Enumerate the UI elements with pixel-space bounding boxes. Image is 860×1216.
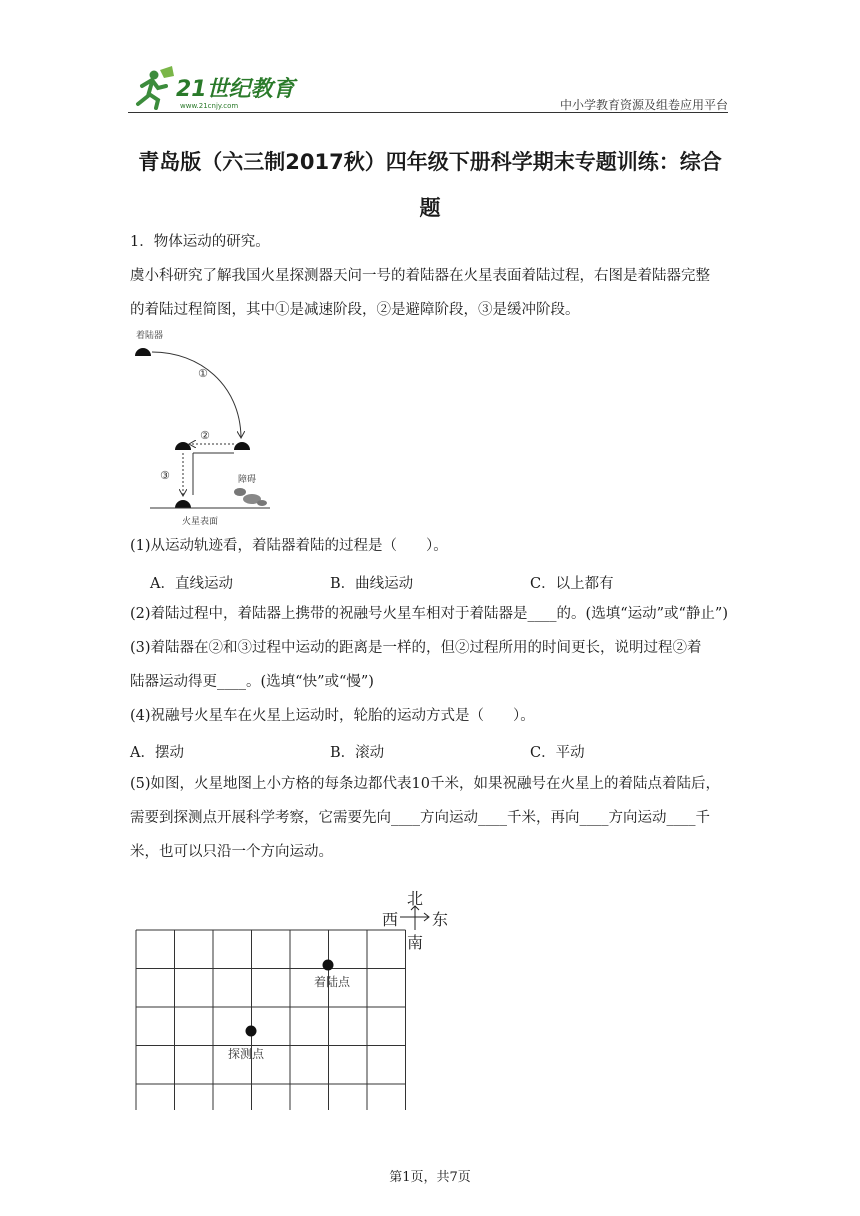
probe-point: [246, 1026, 257, 1037]
stage1-label: ①: [198, 367, 208, 380]
landing-point: [323, 960, 334, 971]
platform-name: 中小学教育资源及组卷应用平台: [559, 98, 728, 112]
stage2-label: ②: [200, 429, 210, 442]
logo-text: 21世纪教育: [176, 77, 295, 102]
compass-east: 东: [432, 910, 449, 929]
stage1-trajectory: [152, 352, 241, 437]
question-heading: 1．物体运动的研究。: [130, 234, 270, 250]
mars-surface-label: 火星表面: [182, 517, 219, 527]
sub1-option-b[interactable]: B．曲线运动: [330, 576, 414, 592]
sub5-question-line2: 需要到探测点开展科学考察，它需要先向____方向运动____千米，再向____方向运动____千: [130, 810, 710, 826]
probe-point-label: 探测点: [228, 1047, 265, 1061]
sub2-question: (2)着陆过程中，着陆器上携带的祝融号火星车相对于着陆器是____的。(选填“运动”或“静止”): [130, 606, 729, 622]
sub3-question-line2: 陆器运动得更____。(选填“快”或“慢”): [130, 674, 374, 690]
landing-point-label: 着陆点: [314, 975, 351, 989]
logo-url: www.21cnjy.com: [180, 102, 239, 110]
map-grid: [136, 930, 406, 1110]
sub4-option-a[interactable]: A．摆动: [130, 745, 184, 761]
lander-stage2-end: [175, 442, 191, 450]
page-header: [128, 66, 728, 114]
obstacle-rocks-icon: [234, 488, 267, 506]
question-intro-line1: 虞小科研究了解我国火星探测器天问一号的着陆器在火星表面着陆过程，右图是着陆器完整: [130, 268, 710, 284]
sub5-question-line1: (5)如图，火星地图上小方格的每条边都代表10千米，如果祝融号在火星上的着陆点着陆后，: [130, 776, 720, 792]
compass-west: 西: [382, 910, 399, 929]
stage3-label: ③: [160, 469, 170, 482]
mars-map-figure: [128, 880, 458, 1110]
lander-stage1-end: [234, 442, 250, 450]
compass-south: 南: [407, 933, 424, 952]
lander-label: 着陆器: [136, 331, 164, 341]
document-title-line2: 题: [419, 196, 441, 220]
sub4-question: (4)祝融号火星车在火星上运动时，轮胎的运动方式是（ ）。: [130, 708, 535, 724]
question-intro-line2: 的着陆过程简图，其中①是减速阶段，②是避障阶段，③是缓冲阶段。: [130, 302, 580, 318]
lander-landed: [175, 500, 191, 508]
runner-icon: [138, 66, 174, 108]
page-number: 第1页，共7页: [389, 1170, 471, 1185]
landing-process-figure: [130, 325, 290, 530]
sub1-option-a[interactable]: A．直线运动: [150, 576, 233, 592]
header-divider: [128, 112, 728, 113]
site-logo: [128, 66, 298, 112]
sub4-option-c[interactable]: C．平动: [530, 745, 585, 761]
sub5-question-line3: 米，也可以只沿一个方向运动。: [130, 844, 333, 860]
sub1-question: (1)从运动轨迹看，着陆器着陆的过程是（ ）。: [130, 538, 448, 554]
document-title-line1: 青岛版（六三制2017秋）四年级下册科学期末专题训练：综合: [138, 150, 722, 174]
sub3-question-line1: (3)着陆器在②和③过程中运动的距离是一样的，但②过程所用的时间更长，说明过程②着: [130, 640, 702, 656]
lander-start: [135, 348, 151, 356]
sub4-option-b[interactable]: B．滚动: [330, 745, 385, 761]
compass: [382, 889, 448, 952]
sub1-option-c[interactable]: C．以上都有: [530, 576, 614, 592]
obstacle-label: 障碍: [238, 475, 257, 485]
compass-north: 北: [407, 889, 424, 908]
